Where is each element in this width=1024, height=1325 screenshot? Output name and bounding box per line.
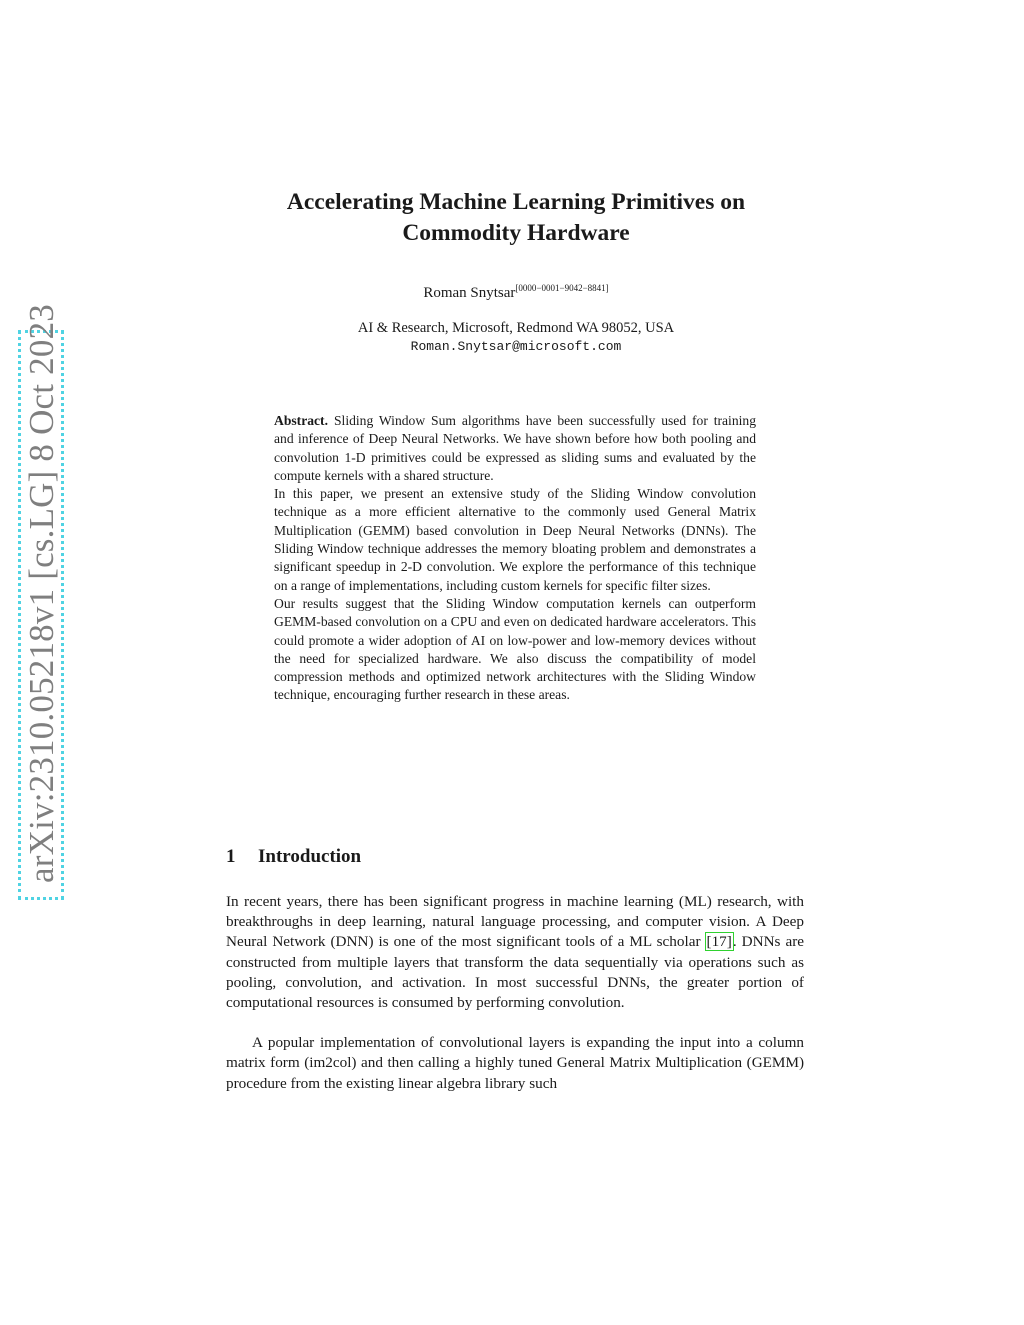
- intro-paragraph-1: [226, 892, 804, 1013]
- abstract-paragraph-1: [274, 412, 756, 485]
- citation-link[interactable]: [17]: [706, 933, 732, 951]
- intro-p1-text-a: In recent years, there has been significant progress in machine learning (ML) research, with breakthroughs in deep learning, natural language processing, and computer vision. A Deep Neural Network (DNN) is one of the most significant tools of a ML scholar: [226, 893, 804, 951]
- introduction-body: [226, 892, 804, 1094]
- author-name: Roman Snytsar: [423, 285, 516, 301]
- section-number: 1: [226, 846, 236, 867]
- abstract-paragraph-3: Our results suggest that the Sliding Window computation kernels can outperform GEMM-based convolution on a CPU and even on dedicated hardware accelerators. This could promote a wider adoption of AI on low-power and low-memory devices without the need for specialized hardware. We also discuss the compatibility of model compression methods and optimized network architectures with the Sliding Window technique, encouraging further research in these areas.: [274, 595, 756, 703]
- abstract-paragraph-2: In this paper, we present an extensive study of the Sliding Window convolution technique as a more efficient alternative to the commonly used General Matrix Multiplication (GEMM) based convolution in Deep Neural Networks (DNNs). The Sliding Window technique addresses the memory bloating problem and demonstrates a significant speedup in 2-D convolution. We explore the performance of this technique on a range of implementations, including custom kernels for specific filter sizes.: [274, 486, 756, 593]
- affiliation: AI & Research, Microsoft, Redmond WA 98052, USA: [357, 320, 675, 336]
- author-email: Roman.Snytsar@microsoft.com: [410, 339, 622, 354]
- section-heading-introduction: [226, 846, 361, 868]
- abstract: [274, 412, 756, 705]
- abstract-label: Abstract.: [274, 413, 328, 428]
- arxiv-identifier: arXiv:2310.05218v1 [cs.LG] 8 Oct 2023: [22, 304, 61, 883]
- intro-p1-text-b: . DNNs are constructed from multiple layers that transform the data sequentially via operations such as pooling, convolution, and activation. In most successful DNNs, the greater portion of computational resources is consumed by performing convolution.: [226, 933, 804, 1012]
- abstract-text-1: Sliding Window Sum algorithms have been successfully used for training and inference of Deep Neural Networks. We have shown before how both pooling and convolution 1-D primitives could be expressed as sliding sums and evaluated by the compute kernels with a shared structure.: [274, 413, 756, 483]
- intro-paragraph-2: A popular implementation of convolutional layers is expanding the input into a column matrix form (im2col) and then calling a highly tuned General Matrix Multiplication (GEMM) procedure from the existing linear algebra library such: [226, 1034, 804, 1092]
- paper-title-line2: Commodity Hardware: [402, 220, 630, 246]
- paper-title-line1: Accelerating Machine Learning Primitives on: [286, 189, 746, 215]
- section-title: Introduction: [258, 846, 362, 867]
- author-orcid: [0000−0001−9042−8841]: [515, 283, 609, 293]
- author-line: [200, 283, 832, 302]
- paper-title: [200, 187, 832, 249]
